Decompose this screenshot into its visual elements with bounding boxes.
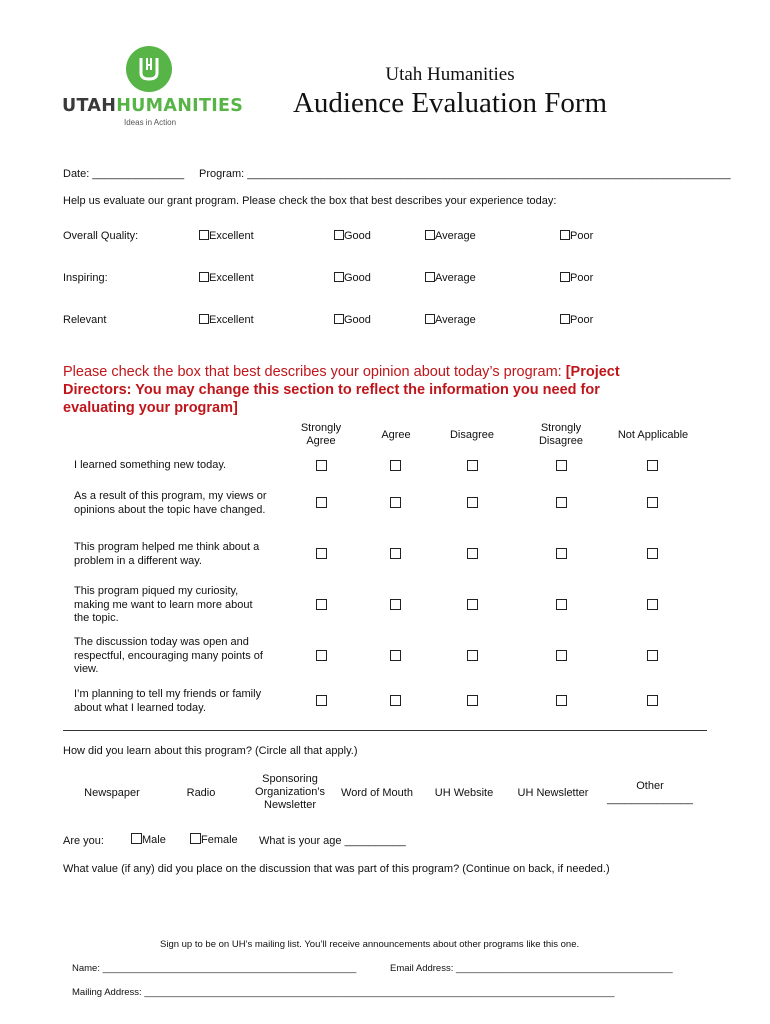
checkbox-agree[interactable] [390, 650, 401, 661]
checkbox-not-applicable[interactable] [647, 650, 658, 661]
divider [63, 730, 707, 731]
checkbox[interactable] [560, 272, 570, 282]
opinion-intro-text: Please check the box that best describes your opinion about today’s program: [63, 364, 566, 380]
rating-label: Inspiring: [63, 272, 108, 284]
checkbox-strongly-disagree[interactable] [556, 460, 567, 471]
col-strongly-agree: Strongly Agree [300, 422, 342, 447]
rating-option-poor[interactable]: Poor [560, 272, 593, 284]
checkbox-disagree[interactable] [467, 599, 478, 610]
checkbox-strongly-disagree[interactable] [556, 548, 567, 559]
statement-text: This program piqued my curiosity, making me want to learn more about the topic. [74, 585, 253, 624]
gender-option-female[interactable]: Female [190, 833, 238, 846]
checkbox-not-applicable[interactable] [647, 460, 658, 471]
rating-label: Overall Quality: [63, 230, 139, 242]
checkbox-disagree[interactable] [467, 695, 478, 706]
checkbox-not-applicable[interactable] [647, 548, 658, 559]
logo [62, 44, 242, 134]
checkbox-not-applicable[interactable] [647, 599, 658, 610]
rating-option-average[interactable]: Average [425, 314, 476, 326]
checkbox-not-applicable[interactable] [647, 497, 658, 508]
checkbox[interactable] [199, 230, 209, 240]
checkbox-agree[interactable] [390, 695, 401, 706]
checkbox-agree[interactable] [390, 497, 401, 508]
gender-option-male[interactable]: Male [131, 833, 166, 846]
rating-option-good[interactable]: Good [334, 272, 371, 284]
date-field[interactable]: Date: _______________ [63, 168, 185, 180]
checkbox-strongly-agree[interactable] [316, 599, 327, 610]
col-strongly-disagree: Strongly Disagree [538, 422, 584, 447]
checkbox-strongly-agree[interactable] [316, 460, 327, 471]
checkbox-strongly-agree[interactable] [316, 548, 327, 559]
logo-tagline: Ideas in Action [124, 118, 177, 127]
checkbox[interactable] [560, 230, 570, 240]
checkbox-agree[interactable] [390, 599, 401, 610]
mailing-signup-text: Sign up to be on UH’s mailing list. You’ll receive announcements about other programs like this one. [160, 939, 580, 950]
checkbox[interactable] [425, 272, 435, 282]
checkbox-agree[interactable] [390, 548, 401, 559]
checkbox-strongly-disagree[interactable] [556, 695, 567, 706]
checkbox[interactable] [190, 833, 201, 844]
checkbox-not-applicable[interactable] [647, 695, 658, 706]
rating-option-poor[interactable]: Poor [560, 230, 593, 242]
checkbox-strongly-agree[interactable] [316, 497, 327, 508]
rating-label: Relevant [63, 314, 107, 326]
org-name: Utah Humanities [385, 64, 515, 85]
checkbox-strongly-agree[interactable] [316, 650, 327, 661]
page-title: Audience Evaluation Form [292, 87, 608, 119]
sources-question: How did you learn about this program? (Circle all that apply.) [63, 745, 358, 757]
rating-option-excellent[interactable]: Excellent [199, 314, 254, 326]
project-directors-note: [Project Directors: You may change this section to reflect the information you need for evaluating your program] [63, 364, 620, 416]
checkbox[interactable] [560, 314, 570, 324]
source-other[interactable]: Other ______________ [607, 780, 693, 805]
name-field[interactable]: Name: ________________________________________________ [72, 963, 357, 974]
checkbox-strongly-agree[interactable] [316, 695, 327, 706]
email-field[interactable]: Email Address: _________________________________________ [390, 963, 673, 974]
are-you-label: Are you: [63, 835, 104, 847]
statement-text: As a result of this program, my views or opinions about the topic have changed. [74, 490, 267, 516]
checkbox[interactable] [425, 230, 435, 240]
source-sponsoring-newsletter[interactable]: Sponsoring Organization’s Newsletter [254, 773, 326, 811]
checkbox-strongly-disagree[interactable] [556, 650, 567, 661]
checkbox[interactable] [199, 314, 209, 324]
instructions: Help us evaluate our grant program. Please check the box that best describes your experience today: [63, 195, 557, 207]
logo-wordmark [62, 96, 243, 116]
age-field[interactable]: What is your age __________ [259, 835, 406, 847]
checkbox-strongly-disagree[interactable] [556, 599, 567, 610]
logo-brand-utah: UTAH [62, 96, 117, 116]
checkbox-disagree[interactable] [467, 650, 478, 661]
rating-option-good[interactable]: Good [334, 230, 371, 242]
checkbox[interactable] [334, 314, 344, 324]
rating-option-excellent[interactable]: Excellent [199, 272, 254, 284]
col-disagree: Disagree [449, 429, 495, 441]
program-field[interactable]: Program: _______________________________________________________________________________ [199, 168, 731, 180]
mailing-address-field[interactable]: Mailing Address: _________________________________________________________________________________________ [72, 987, 615, 998]
checkbox[interactable] [131, 833, 142, 844]
col-not-applicable: Not Applicable [617, 429, 689, 441]
statement-text: I’m planning to tell my friends or family about what I learned today. [74, 688, 262, 714]
source-uh-website[interactable]: UH Website [434, 787, 494, 799]
rating-option-good[interactable]: Good [334, 314, 371, 326]
statement-text: The discussion today was open and respectful, encouraging many points of view. [74, 636, 263, 675]
statement-text: I learned something new today. [74, 459, 227, 471]
checkbox-strongly-disagree[interactable] [556, 497, 567, 508]
statement-text: This program helped me think about a problem in a different way. [74, 541, 260, 567]
source-word-of-mouth[interactable]: Word of Mouth [341, 787, 413, 799]
checkbox[interactable] [334, 230, 344, 240]
checkbox-agree[interactable] [390, 460, 401, 471]
checkbox-disagree[interactable] [467, 460, 478, 471]
checkbox-disagree[interactable] [467, 548, 478, 559]
rating-option-poor[interactable]: Poor [560, 314, 593, 326]
rating-option-average[interactable]: Average [425, 272, 476, 284]
checkbox-disagree[interactable] [467, 497, 478, 508]
value-question: What value (if any) did you place on the discussion that was part of this program? (Continue on back, if needed.) [63, 863, 610, 875]
checkbox[interactable] [199, 272, 209, 282]
checkbox[interactable] [425, 314, 435, 324]
col-agree: Agree [381, 429, 411, 441]
logo-brand-humanities: HUMANITIES [116, 96, 244, 116]
checkbox[interactable] [334, 272, 344, 282]
opinion-intro [63, 363, 673, 417]
source-newspaper[interactable]: Newspaper [84, 787, 140, 799]
logo-circle-icon [126, 46, 172, 92]
source-radio[interactable]: Radio [186, 787, 216, 799]
source-uh-newsletter[interactable]: UH Newsletter [517, 787, 589, 799]
rating-option-average[interactable]: Average [425, 230, 476, 242]
rating-option-excellent[interactable]: Excellent [199, 230, 254, 242]
